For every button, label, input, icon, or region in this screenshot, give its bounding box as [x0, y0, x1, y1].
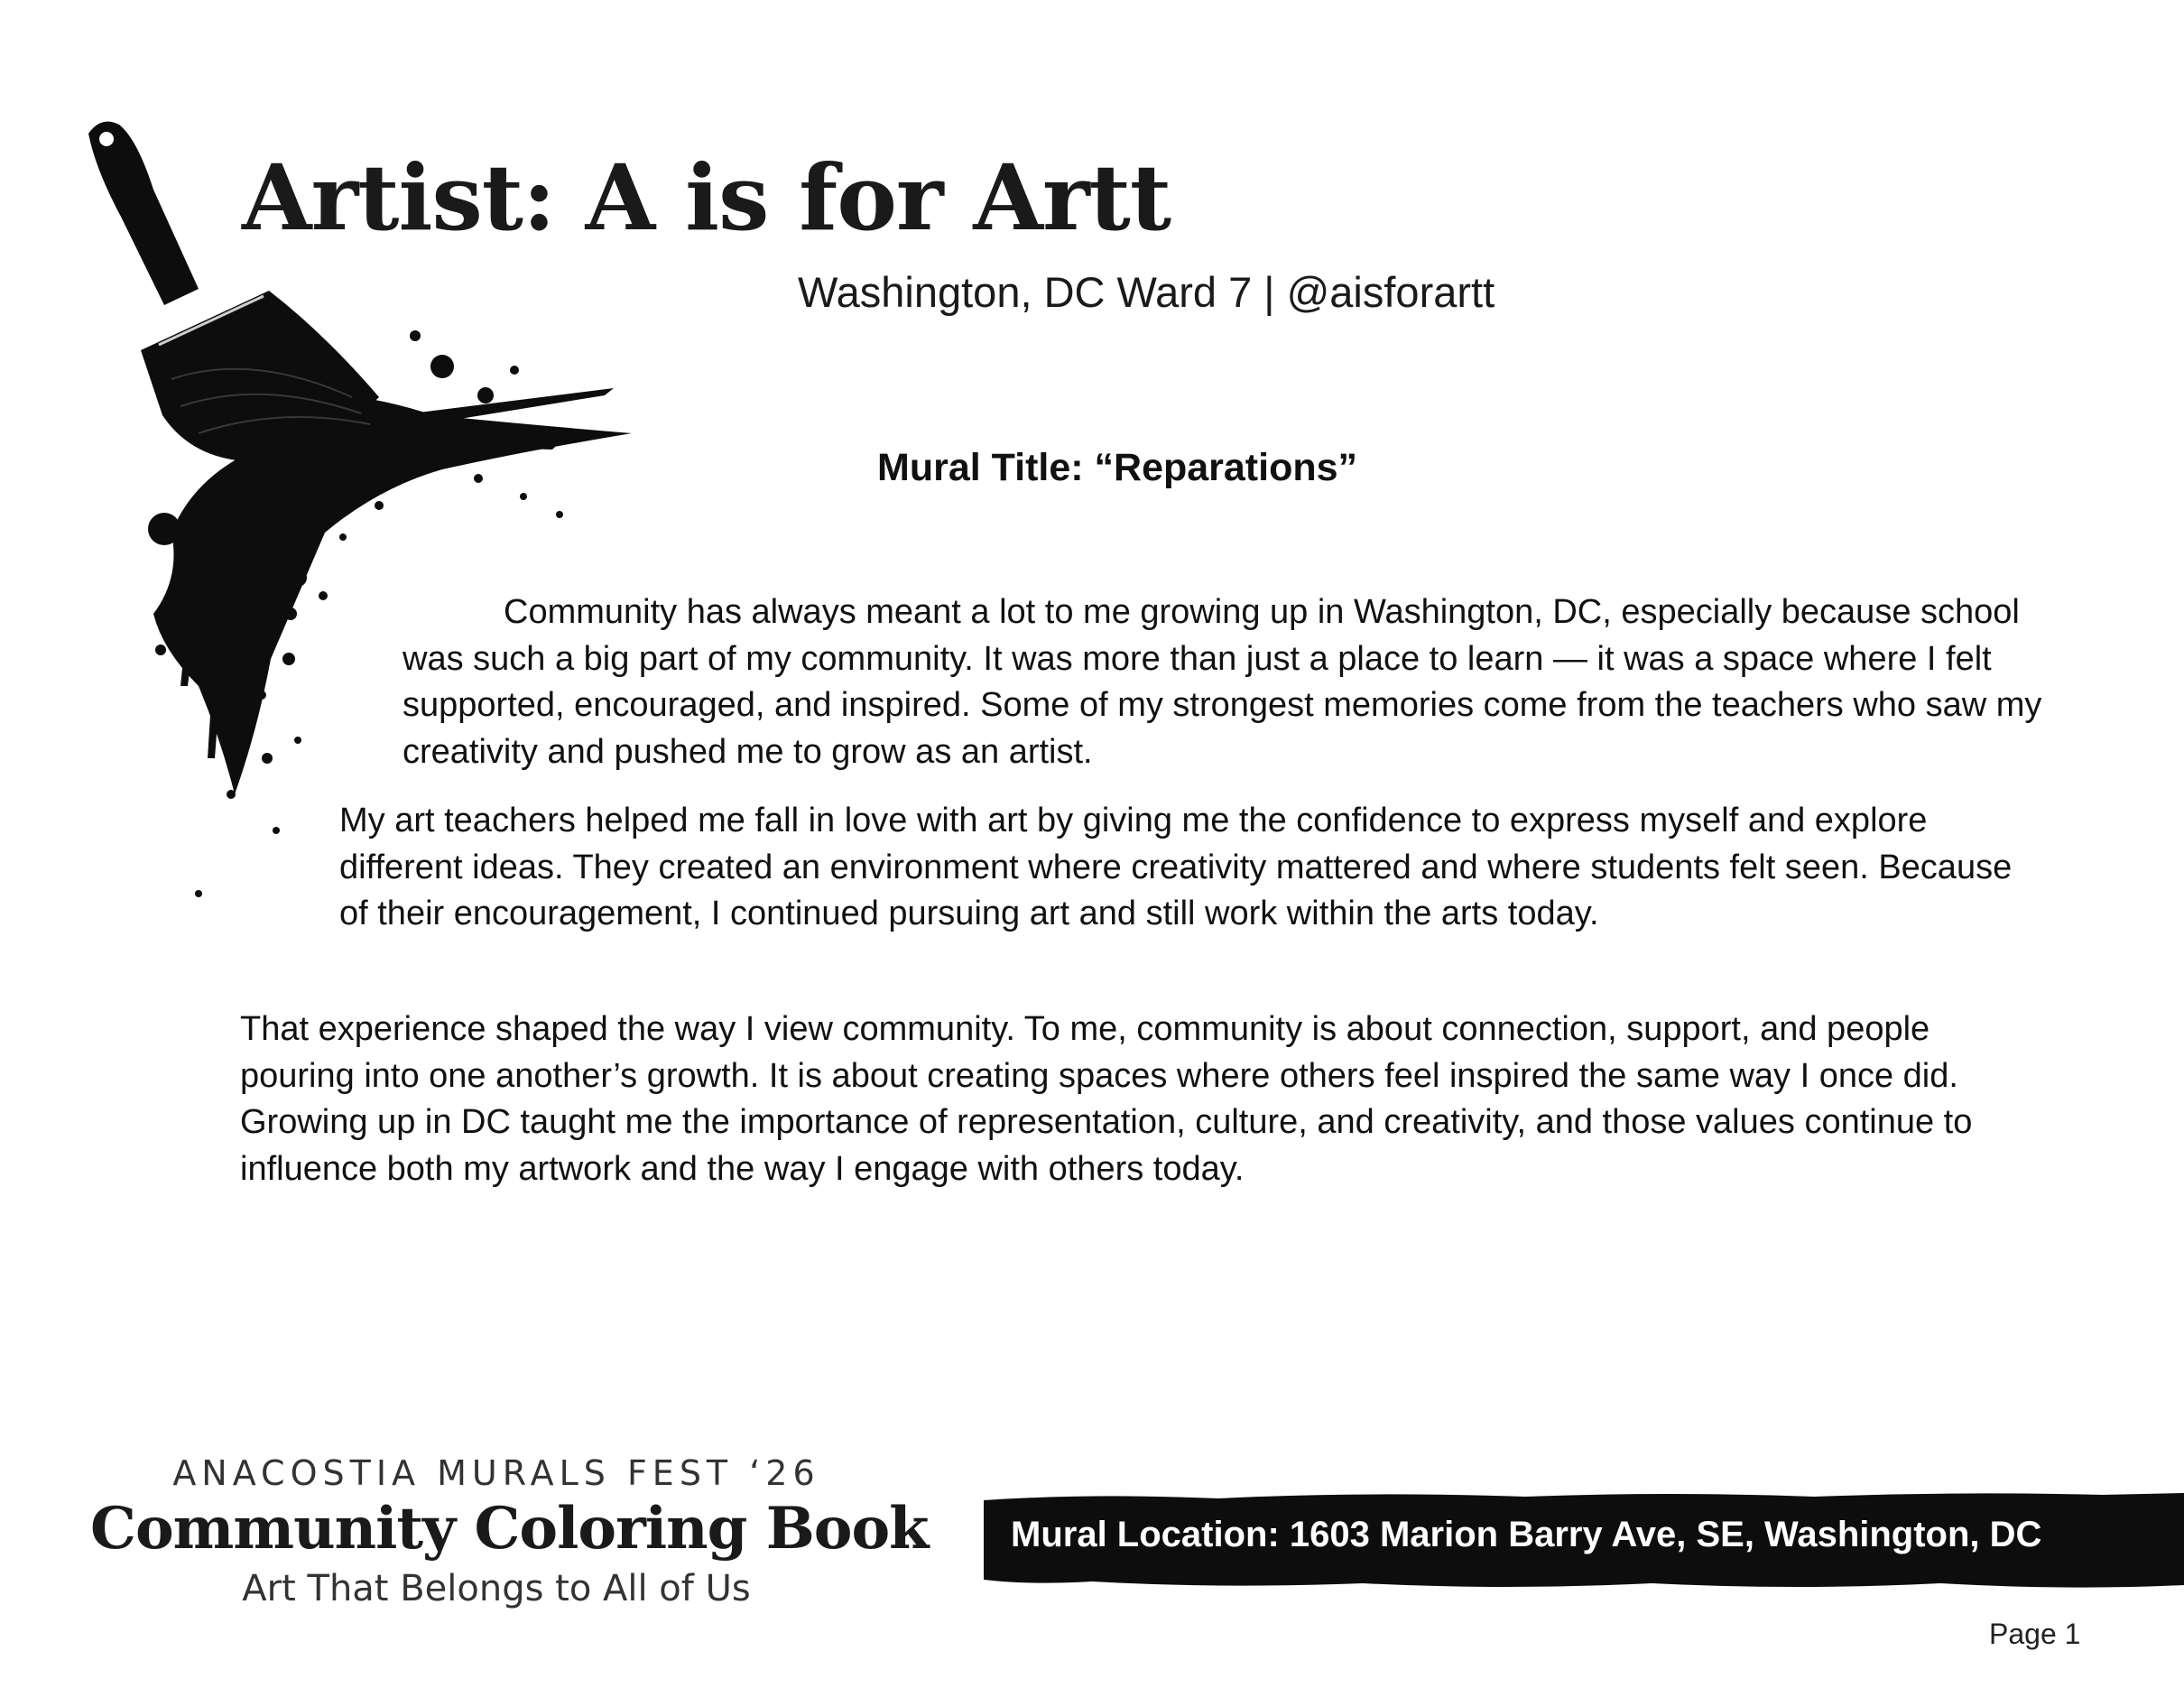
- mural-title: Mural Title: “Reparations”: [877, 446, 1358, 489]
- artist-location-handle: Washington, DC Ward 7 | @aisforartt: [798, 268, 1495, 316]
- artist-title: Artist: A is for Artt: [242, 144, 1171, 251]
- book-tagline: Art That Belongs to All of Us: [242, 1568, 751, 1609]
- coloring-book-logo: [90, 1453, 929, 1609]
- body-paragraph-2: My art teachers helped me fall in love with art by giving me the confidence to express myself and explore different ideas. They created an environment where creativity mattered and where students felt seen. Because of their encouragement, I continued pursuing art and still work within the arts today.: [339, 802, 2013, 932]
- mural-location-banner: [984, 1491, 2184, 1591]
- book-title: Community Coloring Book: [90, 1495, 929, 1563]
- body-paragraph-1: Community has always meant a lot to me growing up in Washington, DC, especially because school was such a big part of my community. It was more than just a place to learn — it was a space where I felt supported, encouraged, and inspired. Some of my strongest memories come from the teachers who saw my creativity and pushed me to grow as an artist.: [403, 593, 2042, 771]
- page-number: Page 1: [1989, 1618, 2081, 1650]
- mural-location: Mural Location: 1603 Marion Barry Ave, SE, Washington, DC: [1011, 1515, 2042, 1554]
- body-paragraph-3: That experience shaped the way I view community. To me, community is about connection, support, and people pouring into one another’s growth. It is about creating spaces where others feel inspired the same way I once did. Growing up in DC taught me the importance of representation, culture, and creativity, and those values continue to influence both my artwork and the way I engage with others today.: [240, 1010, 1973, 1188]
- fest-name: ANACOSTIA MURALS FEST ‘26: [172, 1453, 820, 1493]
